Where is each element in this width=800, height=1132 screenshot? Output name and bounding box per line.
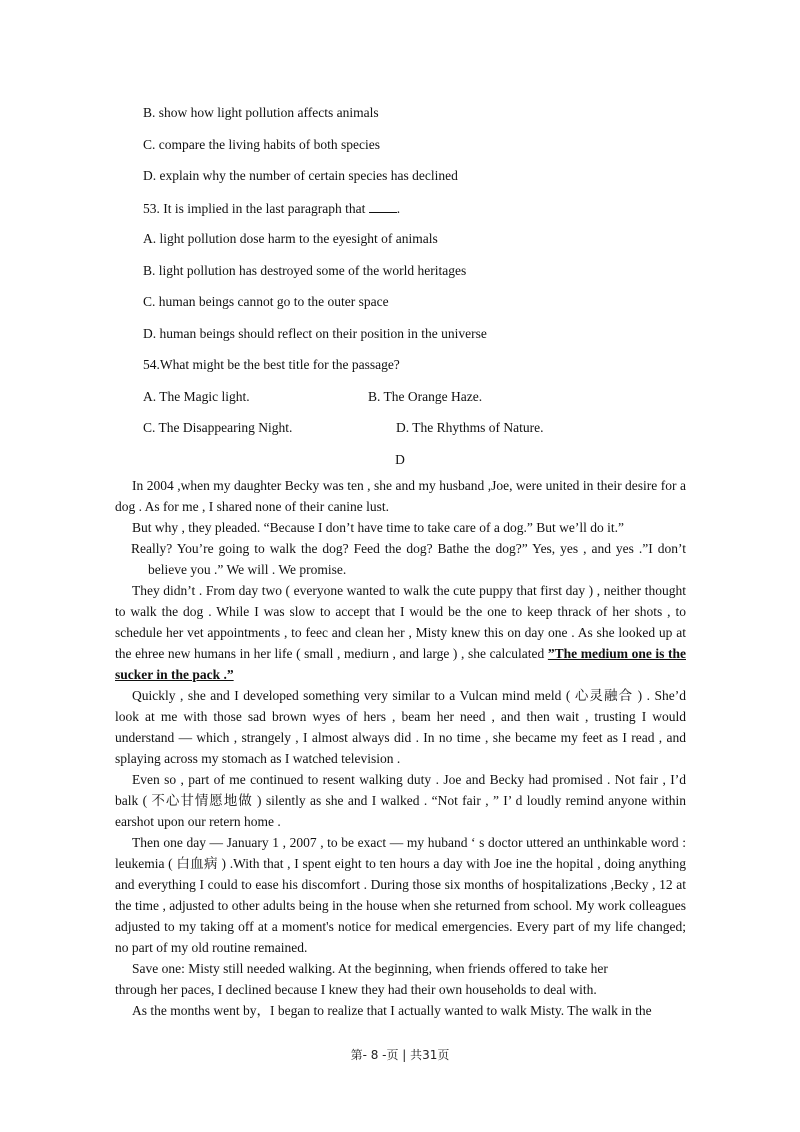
q52-option-b: B. show how light pollution affects animals <box>143 105 379 120</box>
paragraph-5: Even so , part of me continued to resent walking duty . Joe and Becky had promised . Not fair , I’d balk ( 不心甘情愿地做 ) silently as she and I walked . “Not fair , ” I’ d loudly remind anyone within earshot upon our retern home . <box>115 772 686 829</box>
paragraph-7b: through her paces, I declined because I knew they had their own households to deal with. <box>115 982 597 997</box>
q53-question <box>143 199 400 218</box>
paragraph-1: In 2004 ,when my daughter Becky was ten , she and my husband ,Joe, were united in their desire for a dog . As for me , I shared none of their canine lust. <box>115 478 686 514</box>
answer-blank <box>369 199 397 213</box>
paragraph-4: Quickly , she and I developed something very similar to a Vulcan mind meld ( 心灵融合 ) . She’d look at me with those sad brown wyes of hers , beam her need , and then wait , trusting I would understand — which , strangely , I almost always did . In no time , she became my feet as I read , and splaying across my stomach as I watched television . <box>115 688 686 766</box>
q54-option-d: D. The Rhythms of Nature. <box>396 420 544 435</box>
passage <box>115 475 686 1021</box>
q53-option-b: B. light pollution has destroyed some of the world heritages <box>143 263 467 278</box>
q54-question: 54.What might be the best title for the passage? <box>143 357 400 372</box>
q53-option-d: D. human beings should reflect on their position in the universe <box>143 326 487 341</box>
q53-option-c: C. human beings cannot go to the outer space <box>143 294 389 309</box>
page-footer: 第- 8 -页 | 共31页 <box>350 1048 450 1062</box>
q52-option-c: C. compare the living habits of both species <box>143 137 380 152</box>
q53-question-tail: . <box>396 201 401 216</box>
q53-question-text: 53. It is implied in the last paragraph that <box>143 201 366 216</box>
q53-option-a: A. light pollution dose harm to the eyesight of animals <box>143 231 438 246</box>
q54-option-a: A. The Magic light. <box>143 389 250 404</box>
q54-option-c: C. The Disappearing Night. <box>143 420 293 435</box>
paragraph-8: As the months went by，I began to realize that I actually wanted to walk Misty. The walk in the <box>132 1003 652 1018</box>
underlined-quote: ”The medium one is the sucker in the pack .” <box>115 646 686 682</box>
q54-option-b: B. The Orange Haze. <box>368 389 483 404</box>
paragraph-3-text: They didn’t . From day two ( everyone wanted to walk the cute puppy that first day ) , neither thought to walk the dog . While I was slow to accept that I would be the one to keep thrack of her shots , to schedule her vet appointments , to feec and clean her , Misty knew this on day one . As she looked up at the ehree new humans in her life ( small , mediurn , and large ) , she calculated <box>115 583 686 661</box>
paragraph-2a: But why , they pleaded. “Because I don’t have time to take care of a dog.” But we’ll do it.” <box>132 520 624 535</box>
paragraph-2b: Really? You’re going to walk the dog? Feed the dog? Bathe the dog?” Yes, yes , and yes .”I don’t believe you .” We will . We promise. <box>131 541 686 577</box>
q52-option-d: D. explain why the number of certain species has declined <box>143 168 458 183</box>
paragraph-7a: Save one: Misty still needed walking. At the beginning, when friends offered to take her <box>132 961 608 976</box>
section-heading: D <box>395 452 405 467</box>
paragraph-6: Then one day — January 1 , 2007 , to be exact — my huband ‘ s doctor uttered an unthinkable word : leukemia ( 白血病 ) .With that , I spent eight to ten hours a day with Joe ine the hopital , doing anything and everything I could to ease his discomfort . During those six months of hospitalizations ,Becky , 12 at the time , adjusted to other adults being in the house when she returned from school. My work colleagues adjusted to my taking off at a moment's notice for medical emergencies. Every part of my life changed; no part of my old routine remained. <box>115 835 686 955</box>
paragraph-3 <box>115 580 686 685</box>
